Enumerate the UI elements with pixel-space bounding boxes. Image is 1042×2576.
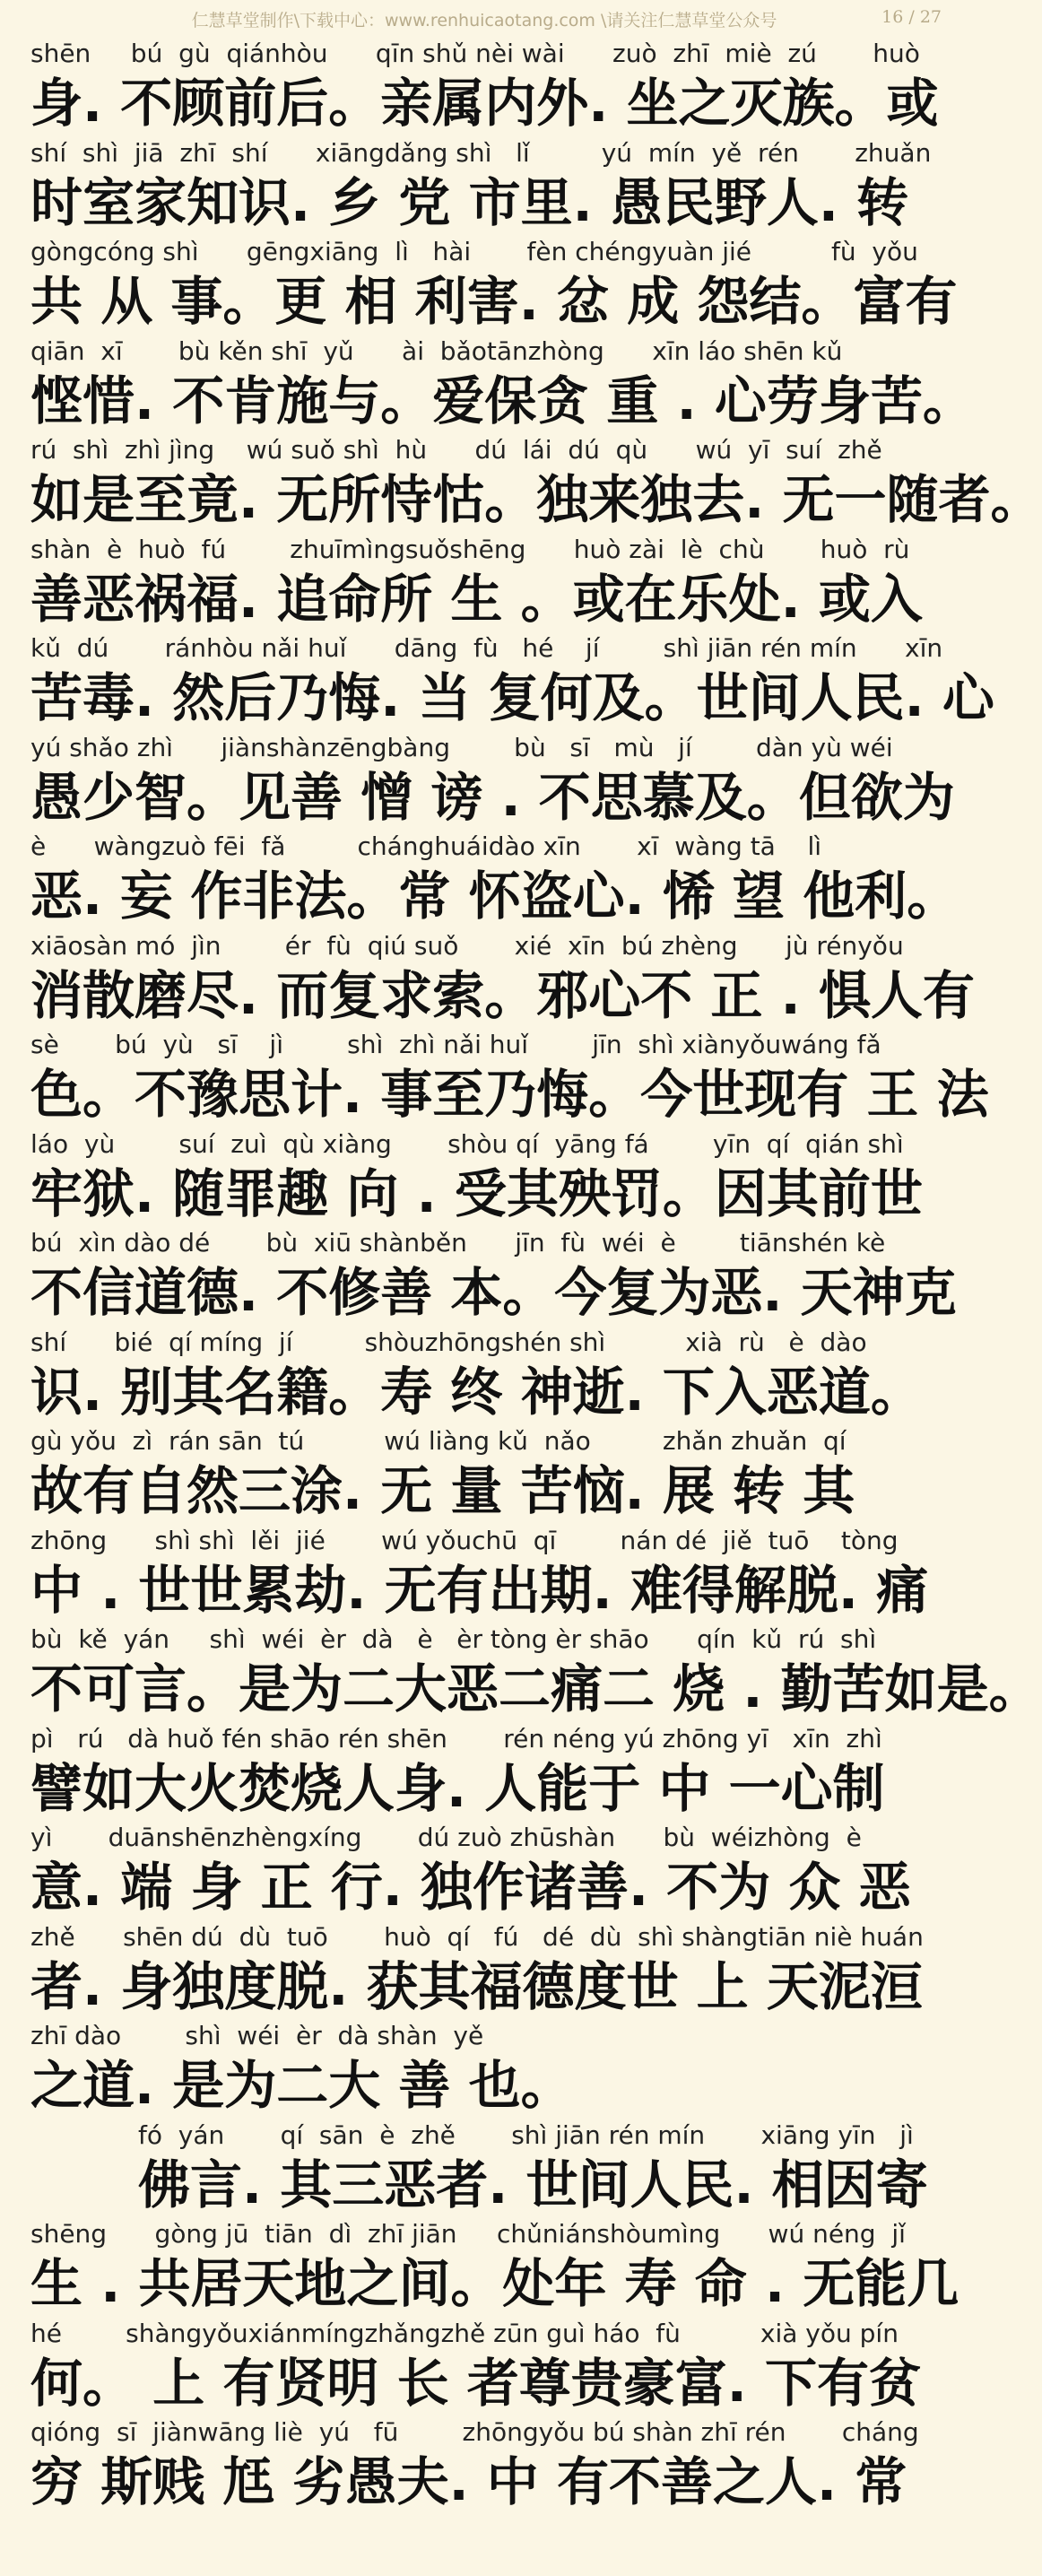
pinyin-line: qióng sī jiànwāng liè yú fū zhōngyǒu bú shàn zhī rén cháng xyxy=(30,2417,919,2447)
hanzi-line: 如是至竟. 无所恃怙。独来独去. 无一随者。 xyxy=(30,469,1042,530)
pinyin-line: gù yǒu zì rán sān tú wú liàng kǔ nǎo zhǎn zhuǎn qí xyxy=(30,1426,847,1456)
hanzi-line: 生 . 共居天地之间。处年 寿 命 . 无能几 xyxy=(30,2253,960,2314)
pinyin-line: pì rú dà huǒ fén shāo rén shēn rén néng yú zhōng yī xīn zhì xyxy=(30,1723,882,1754)
text-line xyxy=(30,135,938,235)
hanzi-line: 譬如大火焚烧人身. 人能于 中 一心制 xyxy=(30,1757,885,1819)
hanzi-line: 穷 斯贱 尪 劣愚夫. 中 有不善之人. 常 xyxy=(30,2451,907,2512)
text-line xyxy=(30,730,955,830)
hanzi-line: 消散磨尽. 而复求索。邪心不 正 . 惧人有 xyxy=(30,964,975,1026)
text-line xyxy=(30,1523,938,1623)
hanzi-line: 中 . 世世累劫. 无有出期. 难得解脱. 痛 xyxy=(30,1559,929,1621)
text-line xyxy=(30,1721,938,1821)
text-line xyxy=(30,829,960,928)
hanzi-line: 共 从 事。更 相 利害. 忿 成 怨结。富有 xyxy=(30,271,958,332)
hanzi-line: 识. 别其名籍。寿 终 神逝. 下入恶道。 xyxy=(30,1361,923,1423)
text-line xyxy=(30,36,938,135)
pinyin-line: zhī dào shì wéi èr dà shàn yě xyxy=(30,2021,484,2050)
text-line xyxy=(30,1423,938,1523)
hanzi-line: 不可言。是为二大恶二痛二 烧 . 勤苦如是。 xyxy=(30,1658,1041,1719)
page-number: 16 / 27 xyxy=(881,7,942,27)
text-line xyxy=(30,1127,938,1226)
hanzi-line: 愚少智。见善 憎 谤 . 不思慕及。但欲为 xyxy=(30,766,955,828)
pinyin-line: qiān xī bù kěn shī yǔ ài bǎotānzhòng xīn láo shēn kǔ xyxy=(30,335,843,366)
hanzi-line: 悭惜. 不肯施与。爱保贪 重 . 心劳身苦。 xyxy=(30,370,975,431)
pinyin-line: yì duānshēnzhèngxíng dú zuò zhūshàn bù wéizhòng è xyxy=(30,1823,862,1852)
pinyin-line: shàn è huò fú zhuīmìngsuǒshēng huò zài lè chù huò rù xyxy=(30,534,910,564)
pinyin-line: sè bú yù sī jì shì zhì nǎi huǐ jīn shì xiànyǒuwáng fǎ xyxy=(30,1030,881,1059)
text-line xyxy=(30,2415,938,2514)
text-line xyxy=(30,1325,938,1424)
page-header xyxy=(0,0,968,36)
pinyin-line: shēng gòng jū tiān dì zhī jiān chǔniánshòumìng wú néng jǐ xyxy=(30,2219,906,2249)
text-line xyxy=(30,1027,989,1127)
pinyin-line: kǔ dú ránhòu nǎi huǐ dāng fù hé jí shì jiān rén mín xīn xyxy=(30,633,943,663)
text-line xyxy=(30,631,994,730)
hanzi-line: 意. 端 身 正 行. 独作诸善. 不为 众 恶 xyxy=(30,1857,911,1918)
hanzi-line: 者. 身独度脱. 获其福德度世 上 天泥洹 xyxy=(30,1955,923,2017)
pinyin-line: rú shì zhì jìng wú suǒ shì hù dú lái dú qù wú yī suí zhě xyxy=(30,435,882,465)
pinyin-line: yú shǎo zhì jiànshànzēngbàng bù sī mù jí dàn yù wéi xyxy=(30,732,893,762)
pinyin-line: xiāosàn mó jìn ér fù qiú suǒ xié xīn bú zhèng jù rényǒu xyxy=(30,930,904,961)
hanzi-line: 恶. 妄 作非法。常 怀盗心. 悕 望 他利。 xyxy=(30,866,960,927)
pinyin-line: gòngcóng shì gēngxiāng lì hài fèn chéngyuàn jié fù yǒu xyxy=(30,237,918,266)
text-line xyxy=(30,1820,938,1919)
text-line xyxy=(30,2018,938,2118)
hanzi-line: 佛言. 其三恶者. 世间人民. 相因寄 xyxy=(138,2154,928,2215)
text-line xyxy=(30,2216,960,2316)
hanzi-line: 不信道德. 不修善 本。今复为恶. 天神克 xyxy=(30,1262,957,1323)
text-line xyxy=(30,1622,1041,1721)
pinyin-line: bù kě yán shì wéi èr dà è èr tòng èr shāo qín kǔ rú shì xyxy=(30,1624,877,1654)
text-line xyxy=(30,234,958,334)
pinyin-line: láo yù suí zuì qù xiàng shòu qí yāng fá yīn qí qián shì xyxy=(30,1128,904,1159)
text-line xyxy=(30,928,975,1028)
pinyin-line: fó yán qí sān è zhě shì jiān rén mín xiāng yīn jì xyxy=(138,2119,914,2150)
pinyin-line: hé shàngyǒuxiánmíngzhǎngzhě zūn guì háo fù xià yǒu pín xyxy=(30,2318,899,2348)
pinyin-line: zhōng shì shì lěi jié wú yǒuchū qī nán dé jiě tuō tòng xyxy=(30,1525,899,1555)
hanzi-line: 善恶祸福. 追命所 生 。或在乐处. 或入 xyxy=(30,568,923,630)
pinyin-line: shēn bú gù qiánhòu qīn shǔ nèi wài zuò zhī miè zú huò xyxy=(30,39,920,68)
pinyin-line: shí shì jiā zhī shí xiāngdǎng shì lǐ yú mín yě rén zhuǎn xyxy=(30,137,932,168)
text-line xyxy=(30,2316,938,2415)
pinyin-line: shí bié qí míng jí shòuzhōngshén shì xià rù è dào xyxy=(30,1327,867,1357)
hanzi-line: 苦毒. 然后乃悔. 当 复何及。世间人民. 心 xyxy=(30,667,994,728)
pinyin-line: zhě shēn dú dù tuō huò qí fú dé dù shì shàngtiān niè huán xyxy=(30,1921,924,1952)
pinyin-line: è wàngzuò fēi fǎ chánghuáidào xīn xī wàng tā lì xyxy=(30,831,821,861)
hanzi-line: 色。不豫思计. 事至乃悔。今世现有 王 法 xyxy=(30,1064,989,1125)
hanzi-line: 故有自然三涂. 无 量 苦恼. 展 转 其 xyxy=(30,1460,855,1521)
hanzi-line: 何。 上 有贤明 长 者尊贵豪富. 下有贫 xyxy=(30,2352,921,2414)
scripture-text xyxy=(0,36,1042,2514)
text-line xyxy=(30,2118,938,2217)
hanzi-line: 牢狱. 随罪趣 向 . 受其殃罚。因其前世 xyxy=(30,1162,923,1224)
pinyin-line: bú xìn dào dé bù xiū shànběn jīn fù wéi è tiānshén kè xyxy=(30,1228,886,1258)
text-line xyxy=(30,1919,938,2019)
text-line xyxy=(30,334,975,433)
text-line xyxy=(30,532,938,631)
hanzi-line: 身. 不顾前后。亲属内外. 坐之灭族。或 xyxy=(30,73,939,134)
header-text: 仁慧草堂制作\下载中心：www.renhuicaotang.com \请关注仁慧草堂公众号 xyxy=(191,11,777,30)
text-line xyxy=(30,432,1042,532)
text-line xyxy=(30,1225,957,1325)
hanzi-line: 之道. 是为二大 善 也。 xyxy=(30,2055,573,2116)
hanzi-line: 时室家知识. 乡 党 市里. 愚民野人. 转 xyxy=(30,171,909,233)
